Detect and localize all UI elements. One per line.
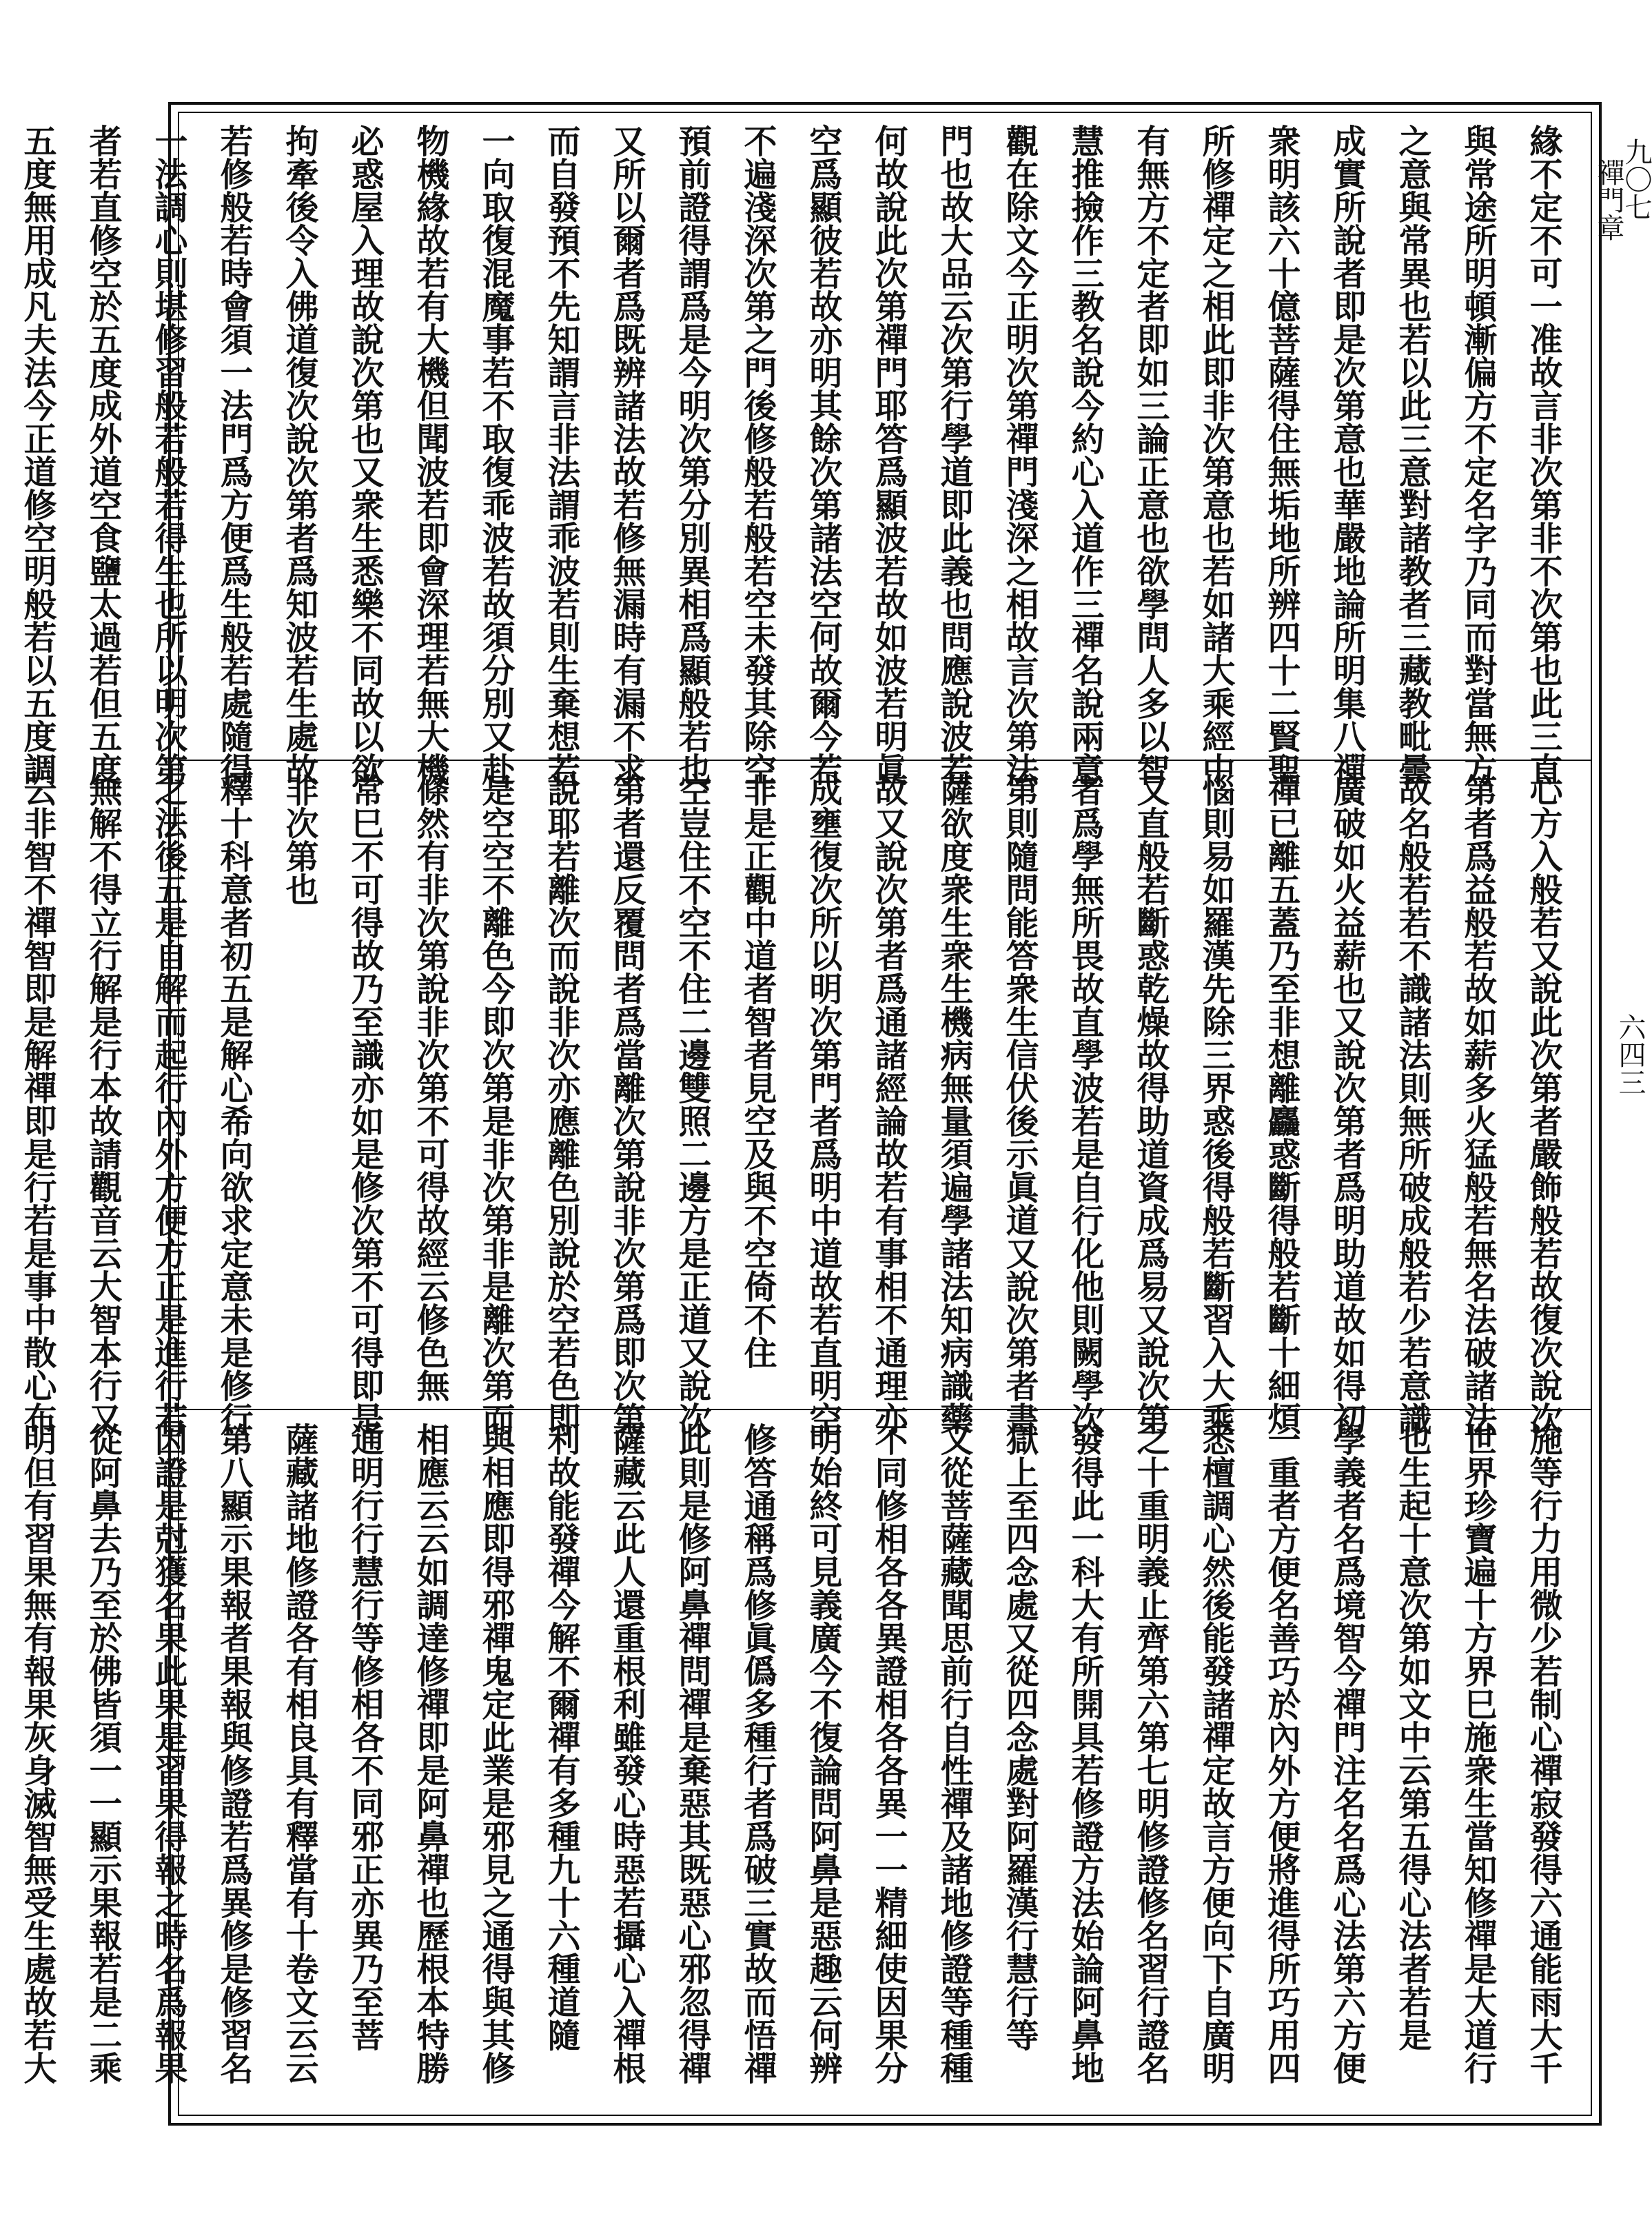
text-column: 成實所說者即是次第意也華嚴地論所明集八禪 — [1327, 124, 1366, 786]
text-column: 是空空不離色今即次第是非次第非是離次第而 — [476, 773, 515, 1435]
text-column: 發得此一科大有所開具若修證方法始論阿鼻地 — [1065, 1423, 1104, 2084]
text-column: 無解不得立行解是行本故請觀音云大智本行又 — [83, 773, 122, 1435]
volume-number: 九〇七 — [1620, 138, 1652, 221]
text-column: 若修般若時會須一法門爲方便爲生般若處隨得 — [214, 124, 253, 786]
text-column: 悉檀調心然後能發諸禪定故言方便向下自廣明 — [1196, 1423, 1235, 2084]
text-column: 從阿鼻去乃至於佛皆須一一顯示果報若是二乘 — [83, 1423, 122, 2084]
text-column: 常巳不可得故乃至識亦如是修次第不可得即是 — [345, 773, 384, 1435]
text-column: 緣不定不可一准故言非次第非不次第也此三直 — [1524, 124, 1562, 786]
text-column: 廣破如火益薪也又說次第者爲明助道故如得初 — [1327, 773, 1366, 1435]
text-column: 成壅復次所以明次第門者爲明中道故若直明空 — [804, 773, 842, 1435]
text-column: 禪已離五蓋乃至非想離麤惑斷得般若斷十細煩 — [1262, 773, 1301, 1435]
text-column: 學義者名爲境智今禪門注名名爲心法第六方便 — [1327, 1423, 1366, 2084]
text-column: 空豈住不空不住二邊雙照二邊方是正道又說次 — [673, 773, 711, 1435]
text-column: 故名般若若不識諸法則無所破成般若少若意識 — [1393, 773, 1431, 1435]
text-column: 何故說此次第禪門耶答爲顯波若故如波若明眞 — [869, 124, 908, 786]
text-column: 不遍淺深次第之門後修般若般若空未發其除空 — [738, 124, 777, 786]
column-group — [4, 124, 1575, 786]
text-column: 惱則易如羅漢先除三界惑後得般若斷習入大乘 — [1196, 773, 1235, 1435]
text-column: 施等行力用微少若制心禪寂發得六通能雨大千 — [1524, 1423, 1562, 2084]
text-column: 心方入般若又說此次第者嚴飾般若故復次說次 — [1524, 773, 1562, 1435]
text-column: 薩欲度衆生衆生機病無量須遍學諸法知病識藥 — [935, 773, 973, 1435]
text-column: 一法調心則堪修習般若般若得生也所以明次第 — [149, 124, 187, 786]
text-column: 世界珍寶遍十方界巳施衆生當知修禪是大道行 — [1458, 1423, 1497, 2084]
text-column: 觀在除文今正明次第禪門淺深之相故言次第法 — [1000, 124, 1039, 786]
text-column: 也生起十意次第如文中云第五得心法者若是 — [1393, 1423, 1431, 2051]
text-column: 預前證得謂爲是今明次第分別異相爲顯般若也 — [673, 124, 711, 786]
text-column: 第八顯示果報者果報與修證若爲異修是修習名 — [214, 1423, 253, 2084]
text-column: 獄上至四念處又從四念處對阿羅漢行慧行等 — [1000, 1423, 1039, 2051]
text-column: 條然有非次第說非次第不可得故經云修色無 — [411, 773, 449, 1402]
text-column: 慧推撿作三教名說今約心入道作三禪名說兩意 — [1065, 124, 1104, 786]
text-column: 通明行行慧行等修相各不同邪正亦異乃至菩 — [345, 1423, 384, 2051]
text-column: 有無方不定者即如三論正意也欲學問人多以智 — [1131, 124, 1170, 786]
text-column: 相應云云如調達修禪即是阿鼻禪也歷根本特勝 — [411, 1423, 449, 2084]
text-column: 薩藏諸地修證各有相良具有釋當有十卷文云云 — [280, 1423, 318, 2084]
text-column: 第者還反覆問者爲當離次第說非次第爲即次第 — [607, 773, 646, 1435]
text-column: 利故能發禪今解不爾禪有多種九十六種道隨 — [542, 1423, 580, 2051]
column-group — [4, 773, 1575, 1435]
margin-header — [1593, 138, 1652, 241]
text-column: 拘牽後令入佛道復次說次第者爲知波若生處故 — [280, 124, 318, 786]
text-column: 故又說次第者爲通諸經論故若有事相不通理亦 — [869, 773, 908, 1435]
text-column: 空爲顯彼若故亦明其餘次第諸法空何故爾今若 — [804, 124, 842, 786]
text-column: 又直般若斷惑乾燥故得助道資成爲易又說次第 — [1131, 773, 1170, 1435]
text-column: 所修禪定之相此即非次第意也若如諸大乘經中 — [1196, 124, 1235, 786]
text-column: 又從菩薩藏聞思前行自性禪及諸地修證等種種 — [935, 1423, 973, 2084]
text-column: 必惑屋入理故說次第也又衆生悉樂不同故以欲 — [345, 124, 384, 786]
text-column: 之十重明義止齊第六第七明修證修名習行證名 — [1131, 1423, 1170, 2084]
text-column: 修答通稱爲修眞僞多種行者爲破三實故而悟禪 — [738, 1423, 777, 2084]
text-column: 一重者方便名善巧於內外方便將進得所巧用四 — [1262, 1423, 1301, 2084]
text-column: 者若直修空於五度成外道空食鹽太過若但五度 — [83, 124, 122, 786]
text-column: 又所以爾者爲既辨諸法故若修無漏時有漏不求 — [607, 124, 646, 786]
text-column: 衆明該六十億菩薩得住無垢地所辨四十二賢聖 — [1262, 124, 1301, 786]
text-column: 與常途所明頓漸偏方不定名字乃同而對當無方 — [1458, 124, 1497, 786]
text-column: 云非智不禪智即是解禪即是行若是事中散心布 — [18, 773, 57, 1435]
text-register-bottom — [18, 1413, 1589, 2113]
text-column: 之意與常異也若以此三意對諸教者三藏教毗曇 — [1393, 124, 1431, 786]
text-column: 之法後五是自解而起行內外方便方正是進行若 — [149, 773, 187, 1435]
text-column: 物機緣故若有大機但聞波若即會深理若無大機 — [411, 124, 449, 786]
text-column: 者爲學無所畏故直學波若是自行化他則闕學次 — [1065, 773, 1104, 1435]
text-column: 非是正觀中道者智者見空及與不空倚不住 — [738, 773, 777, 1369]
text-column: 此則是修阿鼻禪問禪是棄惡其既惡心邪忽得禪 — [673, 1423, 711, 2084]
text-column: 第者爲益般若故如薪多火猛般若無名法破諸法 — [1458, 773, 1497, 1435]
text-column: 明但有習果無有報果灰身滅智無受生處故若大 — [18, 1423, 57, 2084]
text-column: 非次第也 — [280, 773, 318, 906]
chapter-title: 禪門章 — [1593, 159, 1624, 241]
text-column: 說耶若離次而說非次亦應離色別說於空若色即 — [542, 773, 580, 1435]
text-register-middle — [18, 764, 1589, 1435]
text-column: 薩藏云此人還重根利雖發心時惡若攝心入禪根 — [607, 1423, 646, 2084]
text-column: 不同修相各各異證相各各異一一精細使因果分 — [869, 1423, 908, 2084]
text-column: 門也故大品云次第行學道即此義也問應說波若 — [935, 124, 973, 786]
column-group — [4, 1423, 1575, 2104]
text-column: 而自發預不先知謂言非法謂乖波若則生棄想若 — [542, 124, 580, 786]
text-column: 五度無用成凡夫法今正道修空明般若以五度調 — [18, 124, 57, 786]
text-register-top — [18, 114, 1589, 786]
text-column: 一向取復混魔事若不取復乖波若故須分別又赴 — [476, 124, 515, 786]
text-column: 釋十科意者初五是解心希向欲求定意未是修行 — [214, 773, 253, 1435]
text-column: 與相應即得邪禪鬼定此業是邪見之通得與其修 — [476, 1423, 515, 2084]
text-column: 明始終可見義廣今不復論問阿鼻是惡趣云何辨 — [804, 1423, 842, 2084]
text-column: 第則隨問能答衆生信伏後示眞道又說次第者書 — [1000, 773, 1039, 1435]
text-column: 因證是尅獲名果此果是習果得報之時名爲報果 — [149, 1423, 187, 2084]
page-number: 六四三 — [1614, 1013, 1646, 1096]
